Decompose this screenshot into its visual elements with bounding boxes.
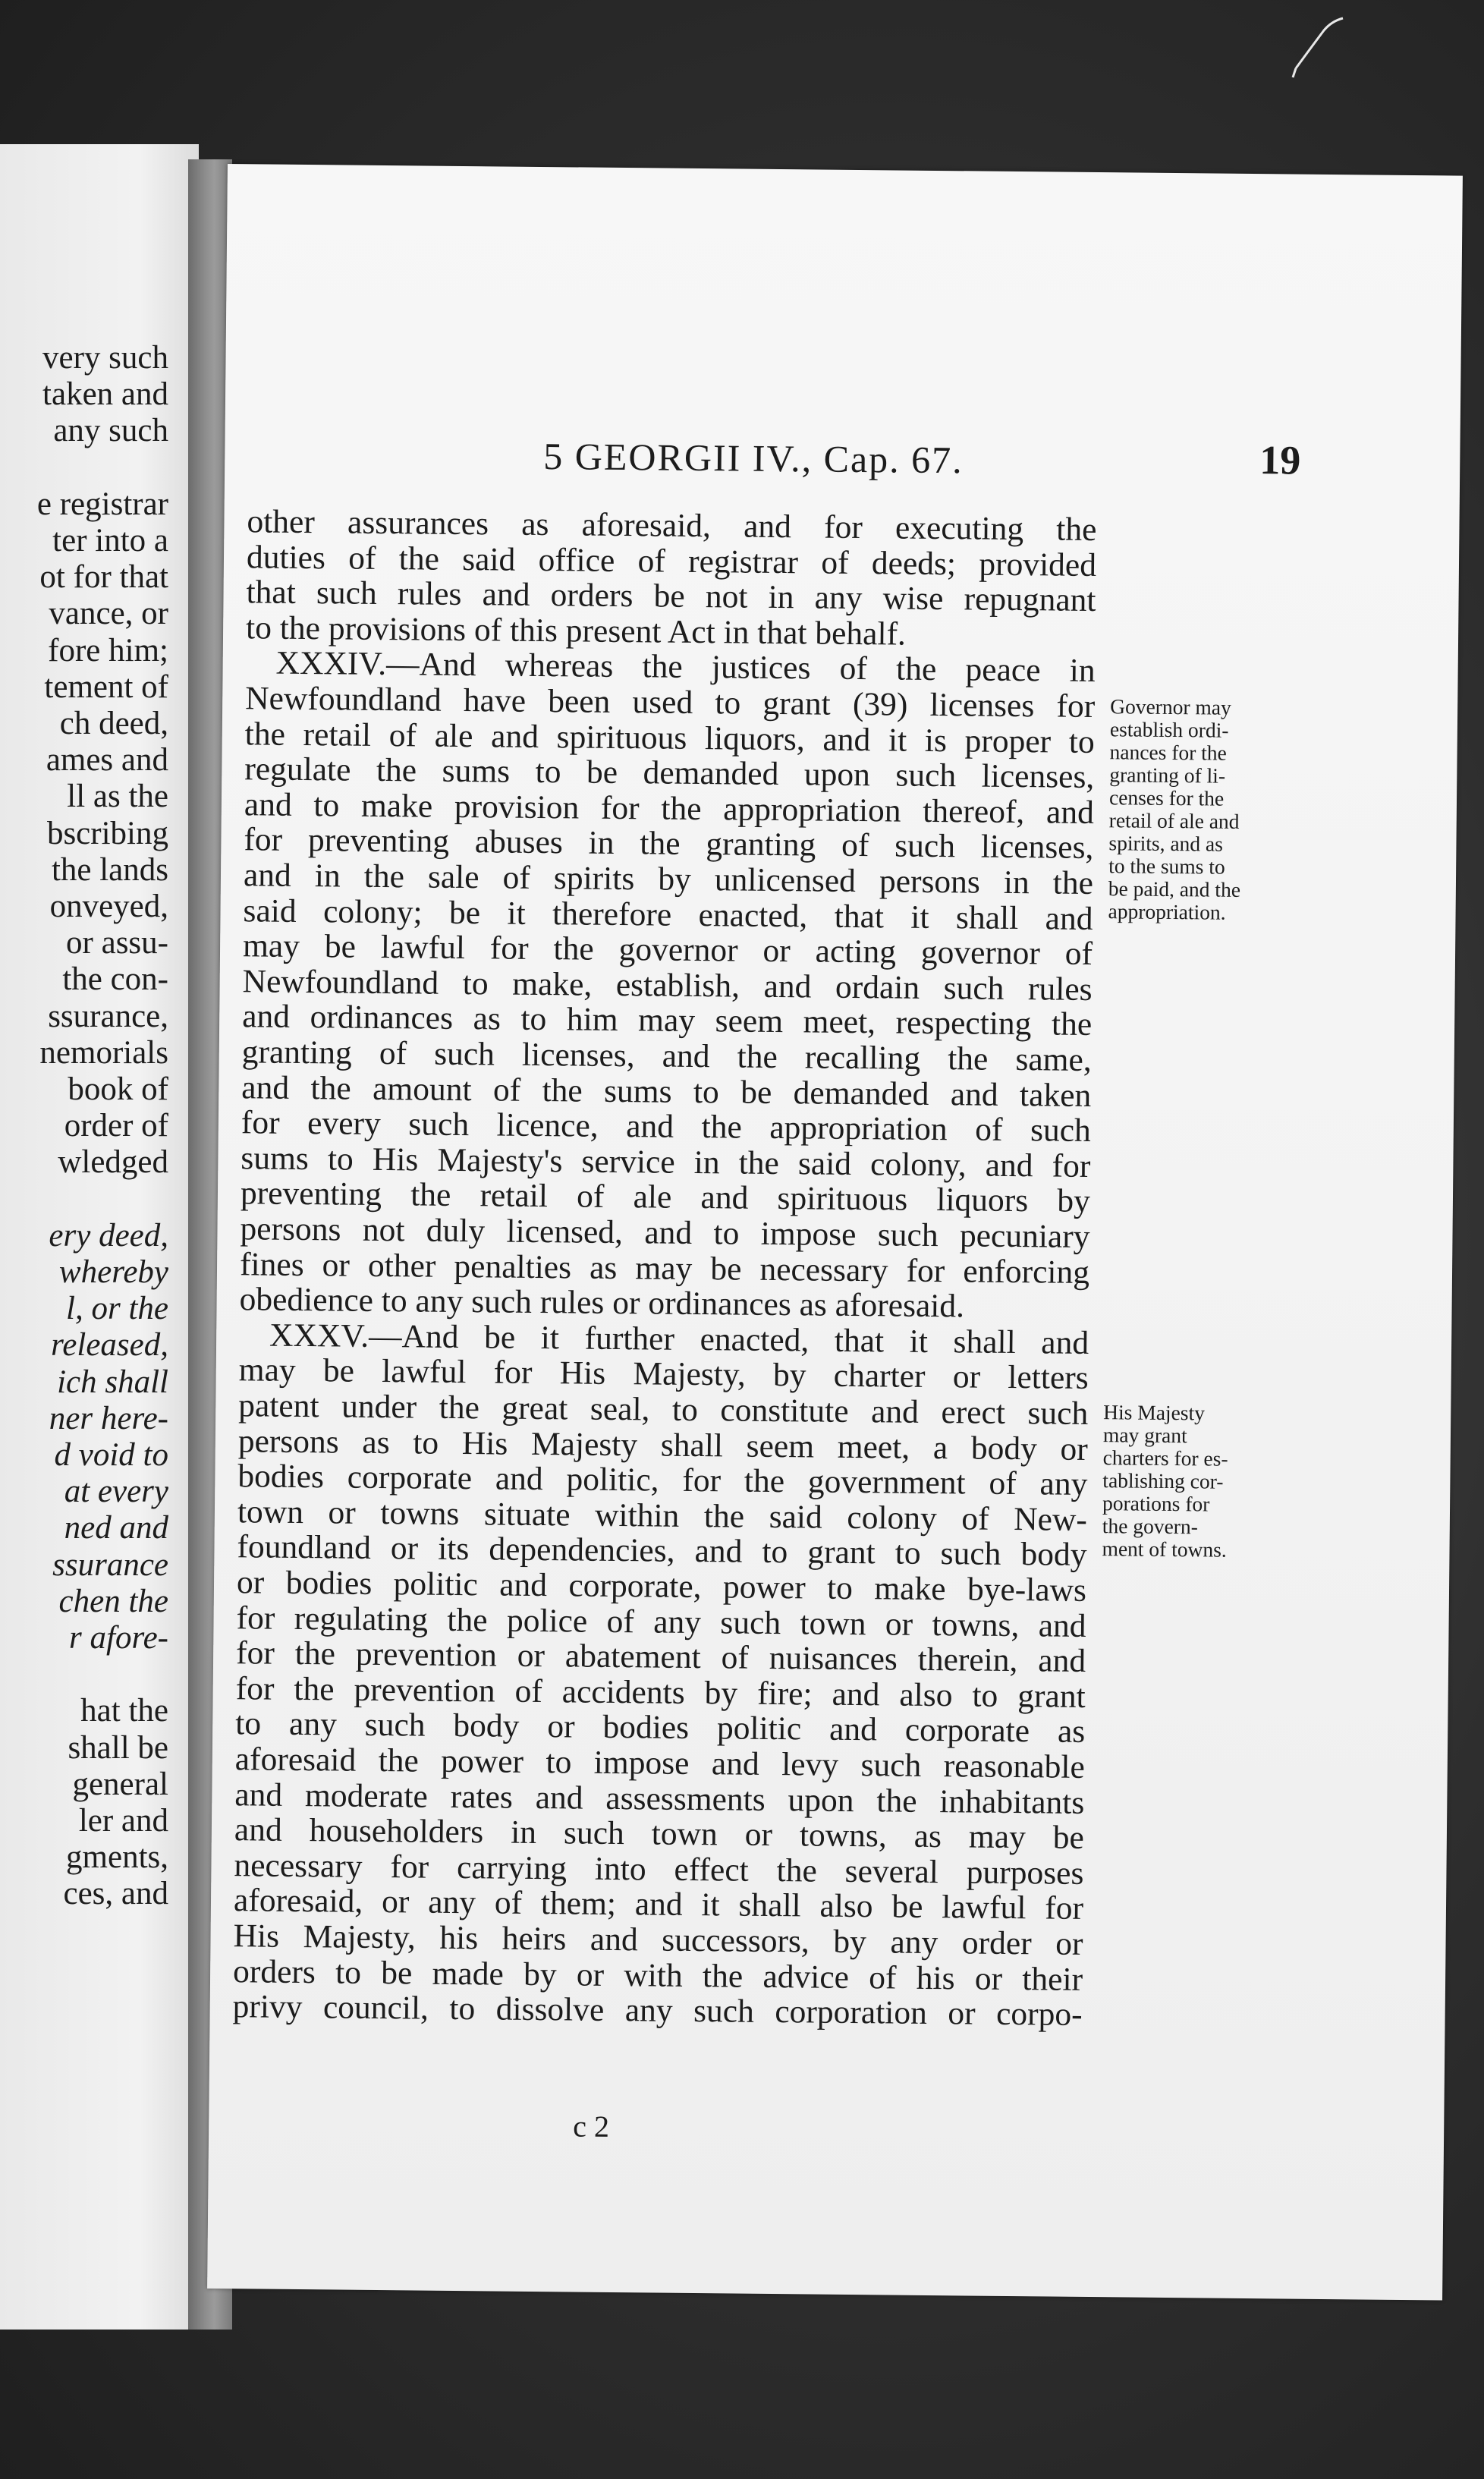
- left-page-line: ner here-: [49, 1400, 168, 1436]
- left-page-line: released,: [51, 1327, 168, 1364]
- body-text-line: or bodies politic and corporate, power to make bye-laws: [236, 1564, 1087, 1609]
- body-text-line: for every such licence, and the appropriation of such: [241, 1104, 1092, 1150]
- margin-note-line: the govern-: [1102, 1514, 1198, 1539]
- page-number: 19: [1259, 437, 1301, 483]
- left-page-line: ces, and: [63, 1876, 168, 1912]
- left-page-line: whereby: [58, 1254, 168, 1290]
- body-text-line: and householders in such town or towns, as may be: [234, 1811, 1085, 1857]
- body-text-line: Newfoundland to make, establish, and ordain such rules: [242, 963, 1093, 1008]
- body-text-line: aforesaid the power to impose and levy such reasonable: [234, 1741, 1085, 1785]
- body-text-line: patent under the great seal, to constitute and erect such: [238, 1387, 1089, 1432]
- margin-note-line: may grant: [1102, 1423, 1187, 1448]
- left-page-line: tement of: [44, 669, 168, 705]
- left-page-line: the con-: [62, 961, 168, 998]
- left-page-line: ter into a: [52, 523, 168, 558]
- margin-note-line: censes for the: [1108, 785, 1225, 810]
- body-text-line: XXXIV.—And whereas the justices of the peace in: [275, 645, 1096, 690]
- left-page-line: the lands: [51, 851, 168, 888]
- left-facing-page: [0, 144, 199, 2330]
- body-text-line: town or towns situate within the said colony of New-: [237, 1493, 1088, 1538]
- left-page-line: ot for that: [39, 559, 168, 596]
- left-page-line: order of: [64, 1108, 168, 1144]
- body-text-line: foundland or its dependencies, and to grant to such body: [237, 1528, 1087, 1574]
- margin-note-line: be paid, and the: [1108, 876, 1241, 901]
- body-text-line: that such rules and orders be not in any wise repugnant: [246, 574, 1096, 619]
- body-text-line: persons as to His Majesty shall seem meet, a body or: [237, 1422, 1089, 1468]
- margin-note-line: tablishing cor-: [1102, 1468, 1224, 1493]
- margin-note-line: granting of li-: [1109, 763, 1226, 788]
- left-page-line: ll as the: [67, 779, 168, 815]
- body-text-line: XXXV.—And be it further enacted, that it shall and: [269, 1317, 1089, 1361]
- margin-note-line: nances for the: [1109, 740, 1227, 765]
- body-text-line: persons not duly licensed, and to impose such pecuniary: [240, 1210, 1090, 1255]
- left-page-line: wledged: [58, 1144, 168, 1181]
- margin-note-line: porations for: [1102, 1491, 1210, 1516]
- body-text-line: may be lawful for His Majesty, by charter or letters: [238, 1351, 1089, 1397]
- body-text-line: and the amount of the sums to be demanded and taken: [241, 1068, 1092, 1114]
- body-text-line: to the provisions of this present Act in that behalf.: [245, 609, 907, 653]
- left-page-line: ssurance: [52, 1546, 168, 1583]
- margin-note-line: His Majesty: [1103, 1400, 1206, 1425]
- left-page-line: e registrar: [36, 486, 168, 522]
- left-page-line: taken and: [42, 376, 168, 413]
- body-text-line: preventing the retail of ale and spirituous liquors by: [240, 1175, 1091, 1220]
- left-page-line: gments,: [66, 1839, 168, 1876]
- left-page-line: ned and: [64, 1510, 168, 1546]
- body-text-line: for regulating the police of any such town or towns, and: [236, 1599, 1086, 1644]
- left-page-line: ler and: [78, 1803, 168, 1839]
- body-text-line: and moderate rates and assessments upon the inhabitants: [234, 1776, 1085, 1821]
- left-page-line: very such: [42, 340, 168, 376]
- margin-note-line: establish ordi-: [1109, 717, 1229, 742]
- left-page-line: or assu-: [66, 925, 168, 961]
- margin-note-line: ment of towns.: [1102, 1537, 1227, 1562]
- body-text-line: and in the sale of spirits by unlicensed persons in the: [243, 857, 1094, 901]
- body-text-line: the retail of ale and spirituous liquors, and it is proper to: [244, 715, 1095, 760]
- body-text-line: regulate the sums to be demanded upon such licenses,: [244, 750, 1095, 796]
- left-page-line: at every: [64, 1474, 168, 1510]
- body-text-line: bodies corporate and politic, for the government of any: [237, 1458, 1088, 1503]
- body-text-line: duties of the said office of registrar of deeds; provided: [246, 538, 1097, 584]
- left-page-line: d void to: [54, 1437, 168, 1473]
- left-page-line: r afore-: [69, 1620, 168, 1656]
- left-page-line: ssurance,: [48, 998, 168, 1034]
- left-page-line: book of: [68, 1071, 168, 1107]
- margin-note-line: to the sums to: [1108, 854, 1225, 879]
- left-page-line: ery deed,: [49, 1217, 168, 1254]
- left-page-line: hat the: [80, 1693, 168, 1729]
- body-text-line: other assurances as aforesaid, and for executing the: [247, 503, 1097, 549]
- body-text-line: for the prevention or abatement of nuisances therein, and: [235, 1634, 1086, 1680]
- margin-note-line: spirits, and as: [1108, 831, 1224, 856]
- left-page-line: shall be: [68, 1729, 168, 1766]
- body-text-line: said colony; be it therefore enacted, that it shall and: [243, 892, 1093, 937]
- body-text-line: Newfoundland have been used to grant (39) licenses for: [245, 680, 1096, 725]
- body-text-line: aforesaid, or any of them; and it shall also be lawful for: [233, 1882, 1084, 1927]
- scratch-mark: [1290, 15, 1350, 83]
- body-text-line: and to make provision for the appropriation thereof, and: [244, 786, 1095, 831]
- margin-note-line: retail of ale and: [1108, 808, 1240, 833]
- body-text-line: privy council, to dissolve any such corporation or corpo-: [232, 1988, 1083, 2034]
- margin-note-line: charters for es-: [1102, 1446, 1228, 1471]
- left-page-line: nemorials: [39, 1034, 168, 1071]
- left-page-line: bscribing: [46, 815, 168, 851]
- body-text-line: and ordinances as to him may seem meet, respecting the: [241, 998, 1093, 1043]
- body-text-line: granting of such licenses, and the recalling the same,: [241, 1033, 1092, 1078]
- body-text-line: to any such body or bodies politic and corporate as: [235, 1705, 1086, 1751]
- body-text-line: for the prevention of accidents by fire; and also to grant: [235, 1669, 1086, 1715]
- left-page-line: l, or the: [66, 1291, 168, 1327]
- left-page-line: any such: [53, 413, 168, 449]
- body-text-line: for preventing abuses in the granting of such licenses,: [244, 821, 1094, 867]
- body-text-line: may be lawful for the governor or acting governor of: [242, 927, 1093, 973]
- left-page-line: onveyed,: [49, 889, 168, 924]
- margin-note-line: appropriation.: [1108, 899, 1226, 924]
- margin-note-line: Governor may: [1110, 694, 1231, 719]
- book-page: [207, 164, 1463, 2300]
- running-head: 5 GEORGII IV., Cap. 67.: [543, 435, 964, 482]
- left-page-line: ch deed,: [59, 706, 168, 741]
- body-text-line: His Majesty, his heirs and successors, by any order or: [233, 1917, 1083, 1962]
- signature-mark: c 2: [572, 2109, 610, 2144]
- left-page-line: vance, or: [49, 596, 168, 632]
- body-text-line: obedience to any such rules or ordinances as aforesaid.: [239, 1281, 965, 1325]
- body-text-line: fines or other penalties as may be necessary for enforcing: [239, 1245, 1090, 1291]
- body-text-line: necessary for carrying into effect the several purposes: [234, 1846, 1084, 1892]
- left-page-line: chen the: [58, 1583, 168, 1619]
- body-text-line: sums to His Majesty's service in the said colony, and for: [241, 1140, 1091, 1184]
- left-page-line: ich shall: [57, 1364, 168, 1400]
- left-page-line: fore him;: [48, 632, 168, 669]
- body-text-line: orders to be made by or with the advice of his or their: [232, 1952, 1083, 1998]
- left-page-line: general: [72, 1766, 168, 1802]
- left-page-line: ames and: [46, 742, 168, 779]
